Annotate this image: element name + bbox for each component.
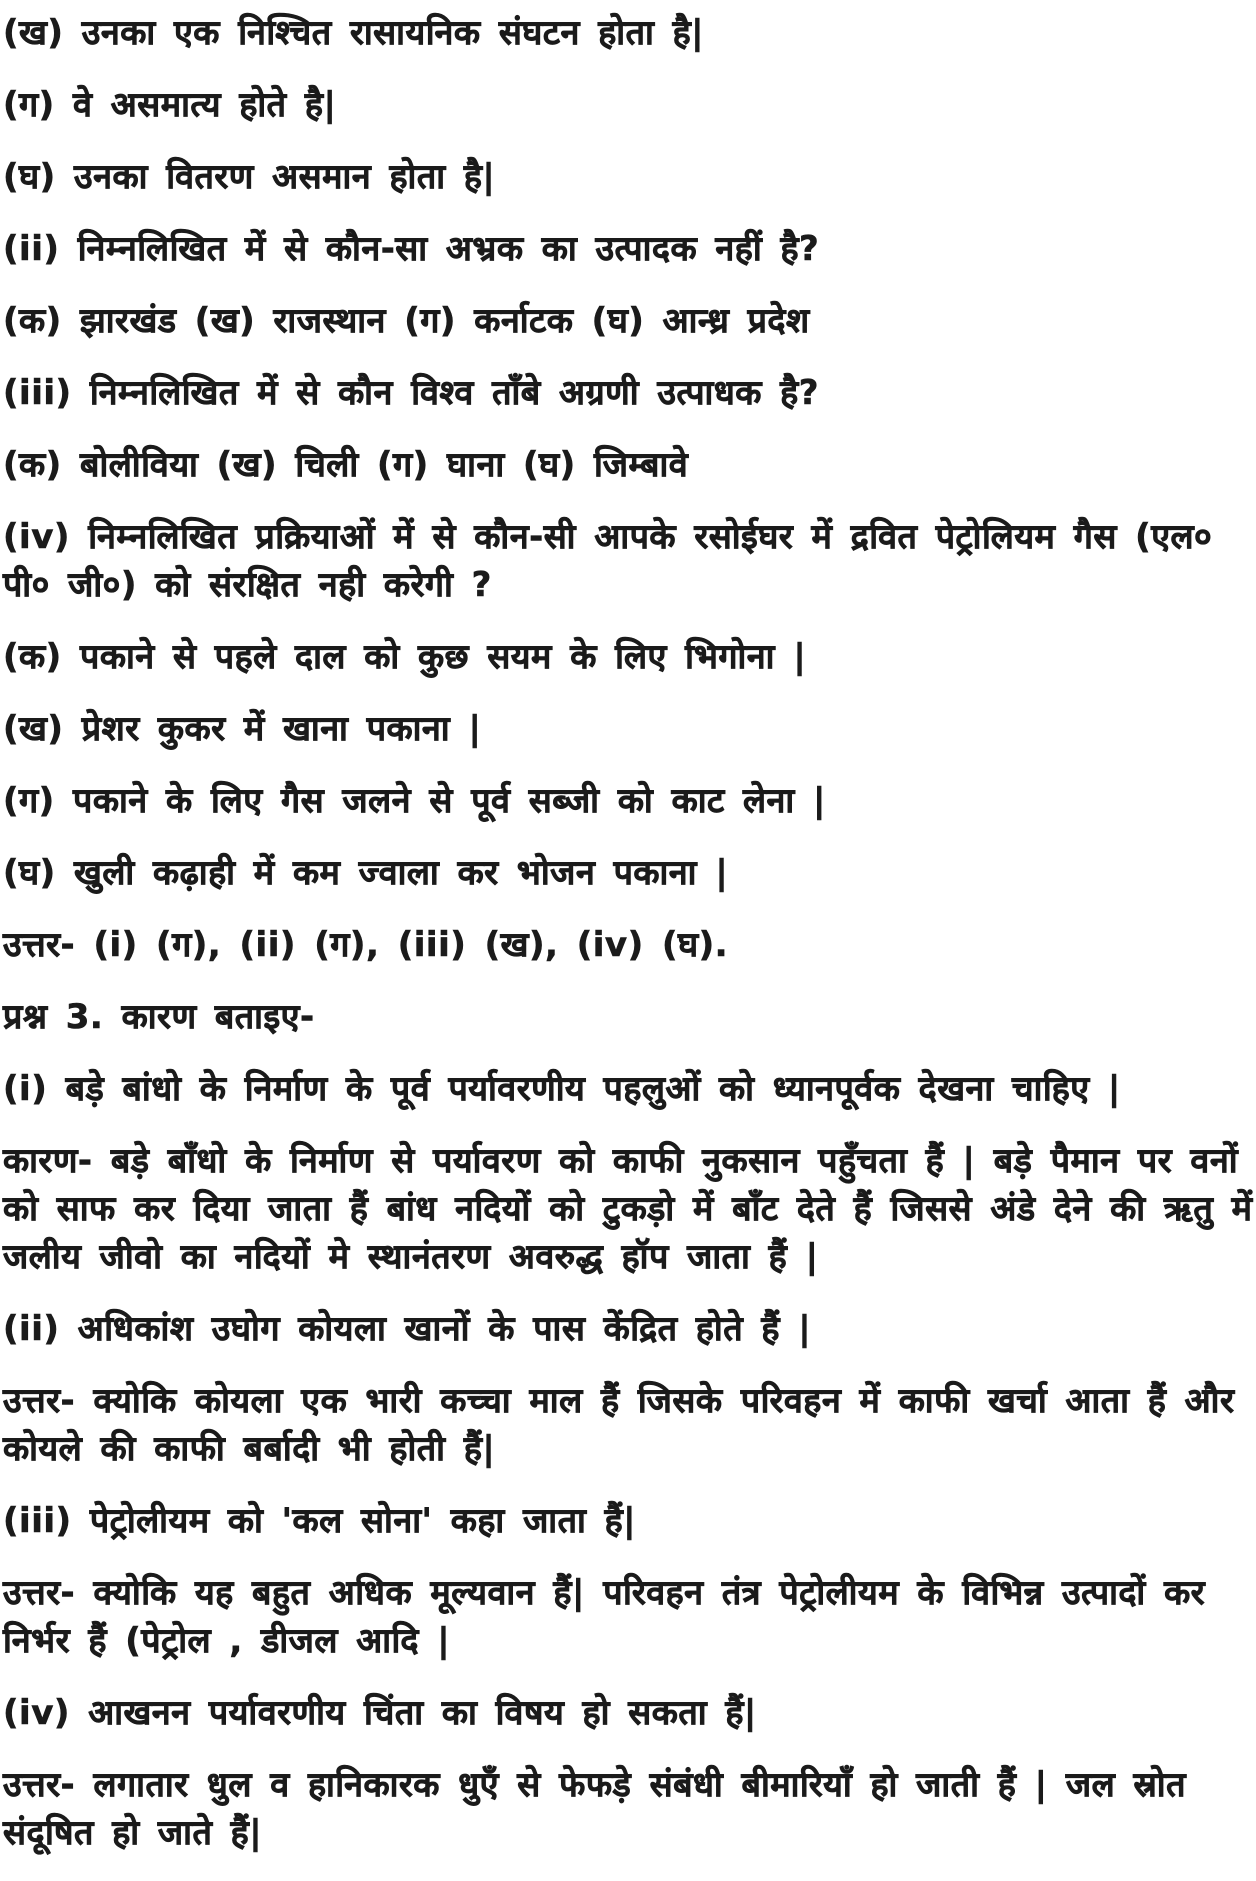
options-ii-states: (क) झारखंड (ख) राजस्थान (ग) कर्नाटक (घ) आन्ध्र प्रदेश (3, 301, 810, 341)
q3-i-dams-environment: (i) बड़े बांधो के निर्माण के पूर्व पर्यावरणीय पहलुओं को ध्यानपूर्वक देखना चाहिए | (3, 1069, 1121, 1109)
option-kha-chemical-composition: (ख) उनका एक निश्चित रासायनिक संघटन होता है| (3, 13, 705, 53)
q3-iv-answer: उत्तर- लगातार धुल व हानिकारक धुएँ से फेफड़े संबंधी बीमारियाँ हो जाती हैं | जल स्रोत संदूषित हो जाते हैं| (3, 1765, 1186, 1853)
question-iii-copper-producer: (iii) निम्नलिखित में से कौन विश्व ताँबे अग्रणी उत्पाधक है? (3, 373, 819, 413)
q3-iv-mining-environmental-concern: (iv) आखनन पर्यावरणीय चिंता का विषय हो सकता हैं| (3, 1693, 757, 1733)
q3-iii-answer: उत्तर- क्योकि यह बहुत अधिक मूल्यवान हैं| परिवहन तंत्र पेट्रोलीयम के विभिन्न उत्पादों कर निर्भर हैं (पेट्रोल , डीजल आदि | (3, 1573, 1206, 1661)
q3-iii-petroleum-black-gold: (iii) पेट्रोलीयम को 'कल सोना' कहा जाता हैं| (3, 1501, 637, 1541)
option-gha-open-pan-cooking: (घ) खुली कढ़ाही में कम ज्वाला कर भोजन पकाना | (3, 853, 729, 893)
question-iv-lpg-conservation: (iv) निम्नलिखित प्रक्रियाओं में से कौन-सी आपके रसोईघर में द्रवित पेट्रोलियम गैस (एल० पी० जी०) को संरक्षित नही करेगी ? (3, 517, 1213, 605)
option-ga-exhaustible: (ग) वे असमात्य होते है| (3, 85, 337, 125)
option-kha-pressure-cooker: (ख) प्रेशर कुकर में खाना पकाना | (3, 709, 482, 749)
answer-mcq-summary: उत्तर- (i) (ग), (ii) (ग), (iii) (ख), (iv) (घ). (3, 925, 729, 965)
option-ga-cutting-vegetables: (ग) पकाने के लिए गैस जलने से पूर्व सब्जी को काट लेना | (3, 781, 826, 821)
q3-i-reason-answer: कारण- बड़े बाँधो के निर्माण से पर्यावरण को काफी नुकसान पहुँचता हैं | बड़े पैमान पर वनों को साफ कर दिया जाता हैं बांध नदियों को टुकड़ो में बाँट देते हैं जिससे अंडे देने की ऋतु में जलीय जीवो का नदियों मे स्थानंतरण अवरुद्ध हॉप जाता हैं | (3, 1141, 1253, 1277)
question-ii-mica-producer: (ii) निम्नलिखित में से कौन-सा अभ्रक का उत्पादक नहीं है? (3, 229, 820, 269)
q3-ii-answer: उत्तर- क्योकि कोयला एक भारी कच्चा माल हैं जिसके परिवहन में काफी खर्चा आता हैं और कोयले की काफी बर्बादी भी होती हैं| (3, 1381, 1235, 1469)
question-3-heading: प्रश्न 3. कारण बताइए- (3, 997, 315, 1037)
option-gha-uneven-distribution: (घ) उनका वितरण असमान होता है| (3, 157, 496, 197)
options-iii-countries: (क) बोलीविया (ख) चिली (ग) घाना (घ) जिम्बावे (3, 445, 689, 485)
option-ka-soaking-dal: (क) पकाने से पहले दाल को कुछ सयम के लिए भिगोना | (3, 637, 807, 677)
q3-ii-industries-coal-mines: (ii) अधिकांश उघोग कोयला खानों के पास केंद्रित होते हैं | (3, 1309, 812, 1349)
